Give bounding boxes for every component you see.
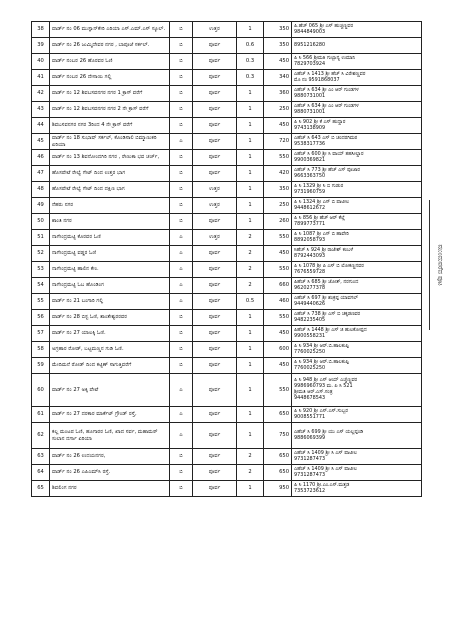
direction: ಪೂರ್ವ bbox=[193, 134, 237, 150]
staff-contact bbox=[292, 374, 422, 407]
area-description: ಶಿವಲಿಂಗ ನಗರ bbox=[50, 481, 170, 497]
staff-contact bbox=[292, 423, 422, 449]
side-page-label: ಮುಂದುವರೆದ ಪುಟ bbox=[436, 244, 445, 286]
contact-line: 8892058793 bbox=[294, 236, 326, 243]
area-description: ನಾಗೇಂದ್ರಮಟ್ಟಿ ವಡ್ಡರ ಓಣಿ bbox=[50, 246, 170, 262]
table-row bbox=[32, 22, 422, 38]
population: 350 bbox=[264, 182, 292, 198]
row-number: 44 bbox=[32, 118, 50, 134]
table-row bbox=[32, 481, 422, 497]
row-number: 54 bbox=[32, 278, 50, 294]
table-row bbox=[32, 38, 422, 54]
area-description: ಶಾಂತಿ ನಗರ bbox=[50, 214, 170, 230]
staff-contact bbox=[292, 342, 422, 358]
staff-contact bbox=[292, 230, 422, 246]
table-row bbox=[32, 407, 422, 423]
population: 550 bbox=[264, 374, 292, 407]
staff-contact bbox=[292, 134, 422, 150]
population: 450 bbox=[264, 246, 292, 262]
area-description: ಶಿವಬಸವನಗರ ನಗರ 3ರಿಂದ 4 ನೇ ಕ್ರಾಸ್ ವರೆಗೆ bbox=[50, 118, 170, 134]
staff-contact bbox=[292, 449, 422, 465]
contact-line: ಎಹೆಚ್ ಸಿ 1409 ಶ್ರೀ ಸಿ ಎಸ್ ಪಾಟೀಲ bbox=[294, 449, 357, 456]
contact-line: 9844849003 bbox=[294, 28, 326, 35]
table-row bbox=[32, 54, 422, 70]
beat-type: ಬಿ bbox=[170, 54, 193, 70]
beat-type: ಬಿ bbox=[170, 310, 193, 326]
contact-line: ಪಿ ಸಿ 1078 ಶ್ರೀ ಪಿ ಎಸ್ ಬಿ ಲೋಕಣ್ಣನವರ bbox=[294, 262, 364, 269]
contact-line: 9448612672 bbox=[294, 204, 326, 211]
row-number: 60 bbox=[32, 374, 50, 407]
row-number: 50 bbox=[32, 214, 50, 230]
population: 550 bbox=[264, 262, 292, 278]
table-row bbox=[32, 449, 422, 465]
beat-type: ಎ bbox=[170, 407, 193, 423]
population: 450 bbox=[264, 326, 292, 342]
area-description: ಹೊಸಪೇಟೆ ರೇಲ್ವೆ ಗೇಟ್ ದಿಂದ ಉತ್ತರ ಭಾಗ bbox=[50, 166, 170, 182]
population: 650 bbox=[264, 407, 292, 423]
direction: ಪೂರ್ವ bbox=[193, 86, 237, 102]
direction: ಪೂರ್ವ bbox=[193, 449, 237, 465]
contact-line: ಪಿಹೆಚ್ ಸಿ 1448 ಶ್ರೀ ಎಸ್ ಜಿ ಹುಲಕೋಪ್ಪದ bbox=[294, 326, 367, 333]
table-row bbox=[32, 118, 422, 134]
area-description: ಕಲ್ಲ ಮಂಟಪ ಓಣಿ, ಹೂಗಾರರ ಓಣಿ, ಖಾದ ಸರ್ವ, ಮಹಾಮಠ್ ಸುಲಾನ ದರ್ಗಾ ಏರಿಯಾ bbox=[50, 423, 170, 449]
distance-km: 1 bbox=[237, 182, 264, 198]
beat-type: ಬಿ bbox=[170, 214, 193, 230]
table-row bbox=[32, 198, 422, 214]
beat-type: ಬಿ bbox=[170, 342, 193, 358]
area-description: ವಾರ್ಡ್ ನಂ 27 ಯಾಲಕ್ಕಿ ಓಣಿ. bbox=[50, 326, 170, 342]
distance-km: 0.3 bbox=[237, 54, 264, 70]
staff-contact bbox=[292, 102, 422, 118]
contact-line: ಸಿಹೆಚ್ ಸಿ 924 ಶ್ರೀ ರಾಜೇಶ್ ಕಂಬಳೆ bbox=[294, 246, 354, 253]
table-row bbox=[32, 134, 422, 150]
area-description: ವಾರ್ಡ್ ನಂ 12 ಶಿವಬಸವನಗರ ನಗರ 1 ಕ್ರಾಸ್ ವರೆಗೆ bbox=[50, 86, 170, 102]
beat-type: ಬಿ bbox=[170, 166, 193, 182]
contact-line: 7899773771 bbox=[294, 220, 326, 227]
distance-km: 2 bbox=[237, 246, 264, 262]
contact-line: 9886069399 bbox=[294, 434, 326, 441]
direction: ಉತ್ತರ bbox=[193, 198, 237, 214]
table-row bbox=[32, 374, 422, 407]
population: 650 bbox=[264, 465, 292, 481]
table-row bbox=[32, 182, 422, 198]
contact-line: ಎಹೆಚ್ ಸಿ 773 ಶ್ರೀ ಹೆಚ್ ಎಸ್ ಪೂಜಾರ bbox=[294, 166, 360, 173]
contact-line: 8792443093 bbox=[294, 252, 326, 259]
beat-type: ಬಿ bbox=[170, 118, 193, 134]
area-description: ವಾರ್ಡ್ ನಂ 18 ಸುಭಾಷ್ ಸರ್ಕಲ್, ಕೊಂಡಿಸಾಲಿ ಬಿಮ್ಮಾಣುಕರಿ ಏರಿಯಾ bbox=[50, 134, 170, 150]
table-row bbox=[32, 294, 422, 310]
area-description: ವಾರ್ಡ್ ನಂ 12 ಶಿವಬಸವನಗರ ನಗರ 2 ನೇ ಕ್ರಾಸ್ ವರೆಗೆ bbox=[50, 102, 170, 118]
distance-km: 1 bbox=[237, 118, 264, 134]
population: 720 bbox=[264, 134, 292, 150]
table-row bbox=[32, 166, 422, 182]
distance-km: 1 bbox=[237, 342, 264, 358]
beat-type: ಎ bbox=[170, 246, 193, 262]
population: 550 bbox=[264, 150, 292, 166]
row-number: 45 bbox=[32, 134, 50, 150]
contact-line: ಪಿ ಸಿ 948 ಶ್ರೀ ಎಸ್ ಆಯ್ ಎಚ್ಚೆಣ್ಣವರ bbox=[294, 377, 358, 384]
direction: ಪೂರ್ವ bbox=[193, 326, 237, 342]
contact-line: 9008551771 bbox=[294, 413, 326, 420]
area-description: ನಾಗೇಂದ್ರಮಟ್ಟಿ ಹಾಲಿನ ಕೇಂ. bbox=[50, 262, 170, 278]
contact-line: ಪಿ ಸಿ 902 ಶ್ರೀ ಕೆ ಎಸ್ ಹುದ್ದಾರ bbox=[294, 118, 346, 125]
direction: ಪೂರ್ವ bbox=[193, 54, 237, 70]
row-number: 64 bbox=[32, 465, 50, 481]
staff-contact bbox=[292, 70, 422, 86]
distance-km: 1 bbox=[237, 214, 264, 230]
contact-line: 7760025250 bbox=[294, 348, 326, 355]
staff-contact bbox=[292, 22, 422, 38]
contact-line: 9663363750 bbox=[294, 172, 326, 179]
area-description: ನೆಹರು ನಗರ bbox=[50, 198, 170, 214]
contact-line: ಪಿ ಸಿ 1329 ಶ್ರೀ ಸಿ ಬಿ ಗುಡುರ bbox=[294, 182, 344, 189]
beat-type: ಎ bbox=[170, 374, 193, 407]
distance-km: 1 bbox=[237, 310, 264, 326]
direction: ಪೂರ್ವ bbox=[193, 262, 237, 278]
beat-type: ಬಿ bbox=[170, 449, 193, 465]
direction: ಪೂರ್ವ bbox=[193, 166, 237, 182]
distance-km: 1 bbox=[237, 481, 264, 497]
distance-km: 2 bbox=[237, 449, 264, 465]
row-number: 39 bbox=[32, 38, 50, 54]
distance-km: 1 bbox=[237, 358, 264, 374]
duty-table-sheet bbox=[31, 21, 421, 497]
row-number: 53 bbox=[32, 262, 50, 278]
row-number: 40 bbox=[32, 54, 50, 70]
beat-type: ಬಿ bbox=[170, 38, 193, 54]
distance-km: 1 bbox=[237, 86, 264, 102]
contact-line: ಶ್ರೀಮತಿ ಆರ್.ಎಸ್.ಸಂತ್ರ bbox=[294, 389, 333, 395]
contact-line: ಎಹೆಚ್ ಸಿ 643 ಎಸ್ ಬಿ ಚಂದರಗಿಮಠ bbox=[294, 134, 358, 141]
row-number: 46 bbox=[32, 150, 50, 166]
population: 750 bbox=[264, 423, 292, 449]
row-number: 52 bbox=[32, 246, 50, 262]
population: 650 bbox=[264, 449, 292, 465]
table-row bbox=[32, 246, 422, 262]
row-number: 41 bbox=[32, 70, 50, 86]
row-number: 61 bbox=[32, 407, 50, 423]
staff-contact bbox=[292, 407, 422, 423]
distance-km: 1 bbox=[237, 407, 264, 423]
contact-line: ಎಹೆಚ್ ಸಿ 600 ಶ್ರೀ ಸಿ ವಾಯ್ ತಹಸೀಲ್ದಾರ bbox=[294, 150, 364, 157]
table-row bbox=[32, 342, 422, 358]
direction: ಪೂರ್ವ bbox=[193, 310, 237, 326]
staff-contact bbox=[292, 150, 422, 166]
contact-line: ಪಿ ಸಿ 934 ಶ್ರೀ ಆರ್.ಬಿ.ಹಾಲಕುಪ್ಪಿ bbox=[294, 342, 349, 349]
row-number: 43 bbox=[32, 102, 50, 118]
population: 260 bbox=[264, 214, 292, 230]
table-row bbox=[32, 86, 422, 102]
population: 360 bbox=[264, 86, 292, 102]
row-number: 38 bbox=[32, 22, 50, 38]
beat-type: ಬಿ bbox=[170, 358, 193, 374]
staff-contact bbox=[292, 278, 422, 294]
table-row bbox=[32, 310, 422, 326]
staff-contact bbox=[292, 326, 422, 342]
beat-type: ಬಿ bbox=[170, 22, 193, 38]
beat-type: ಬಿ bbox=[170, 465, 193, 481]
contact-line: ಪಿ ಸಿ 1170 ಶ್ರೀ.ಎಂ.ಎಸ್.ಮತ್ತಡ bbox=[294, 481, 350, 488]
distance-km: 1 bbox=[237, 22, 264, 38]
table-body bbox=[32, 22, 422, 497]
staff-contact bbox=[292, 214, 422, 230]
population: 250 bbox=[264, 102, 292, 118]
direction: ಪೂರ್ವ bbox=[193, 481, 237, 497]
contact-line: 9731960759 bbox=[294, 188, 326, 195]
table-row bbox=[32, 262, 422, 278]
distance-km: 1 bbox=[237, 166, 264, 182]
table-row bbox=[32, 70, 422, 86]
contact-line: ಎಹೆಚ್ ಸಿ 699 ಶ್ರೀ ಯು ಎಸ್ ಯಲ್ಲಪ್ಪಂಡಿ bbox=[294, 428, 364, 435]
contact-line: ಎಹೆಚ್ ಸಿ 1409 ಶ್ರೀ ಸಿ ಎಸ್ ಪಾಟೀಲ bbox=[294, 465, 357, 472]
direction: ಪೂರ್ವ bbox=[193, 118, 237, 134]
area-description: ವಾರ್ಡ್ ನಂ 06 ಮುಸ್ಲಾನ್‌ಕೇರಿ ಎರಿಯಾ ಎಸ್.ಎಮ್.ಎಸ್ ಸ್ಕೂಲ್. bbox=[50, 22, 170, 38]
contact-line: 7829703924 bbox=[294, 60, 326, 67]
table-row bbox=[32, 278, 422, 294]
staff-contact bbox=[292, 54, 422, 70]
beat-type: ಬಿ bbox=[170, 86, 193, 102]
direction: ಪೂರ್ವ bbox=[193, 278, 237, 294]
table-row bbox=[32, 230, 422, 246]
distance-km: 1 bbox=[237, 150, 264, 166]
direction: ಉತ್ತರ bbox=[193, 230, 237, 246]
distance-km: 1 bbox=[237, 134, 264, 150]
beat-type: ಬಿ bbox=[170, 150, 193, 166]
duty-table bbox=[31, 21, 422, 497]
direction: ಉತ್ತರ bbox=[193, 22, 237, 38]
distance-km: 2 bbox=[237, 465, 264, 481]
distance-km: 1 bbox=[237, 102, 264, 118]
area-description: ವಾರ್ಡ್ ನಂ 26 ಜುಮ್ಮಿದೇವರ ನಗರ , ಬಾಪೂಜೆ ಸರ್ಕಲ್. bbox=[50, 38, 170, 54]
contact-line: ಮೊ ನಂ 9591868037 bbox=[294, 76, 340, 83]
area-description: ವಾರ್ಡ್ ನಂ 26 ಉದಯನಗರ, bbox=[50, 449, 170, 465]
staff-contact bbox=[292, 310, 422, 326]
distance-km: 0.6 bbox=[237, 38, 264, 54]
beat-type: ಎ bbox=[170, 262, 193, 278]
direction: ಪೂರ್ವ bbox=[193, 407, 237, 423]
population: 450 bbox=[264, 118, 292, 134]
population: 350 bbox=[264, 38, 292, 54]
row-number: 57 bbox=[32, 326, 50, 342]
row-number: 58 bbox=[32, 342, 50, 358]
staff-contact bbox=[292, 38, 422, 54]
direction: ಪೂರ್ವ bbox=[193, 38, 237, 54]
row-number: 59 bbox=[32, 358, 50, 374]
area-description: ವಾರ್ಡ್ ನಂ 26 ಎಪಿಎಮ್‌ಸಿ ರಸ್ತೆ. bbox=[50, 465, 170, 481]
population: 950 bbox=[264, 481, 292, 497]
beat-type: ಎ bbox=[170, 230, 193, 246]
beat-type: ಎ bbox=[170, 278, 193, 294]
contact-line: ಎಹೆಚ್ ಸಿ 634 ಶ್ರೀ ಎಂ ಆರ್ ಗುಂಡಗಳ bbox=[294, 102, 359, 109]
distance-km: 1 bbox=[237, 198, 264, 214]
population: 550 bbox=[264, 230, 292, 246]
contact-line: ಪಿ ಸಿ 1324 ಶ್ರೀ ಎಸ್ ಬಿ ಪಾಟೀಲ bbox=[294, 198, 350, 205]
distance-km: 1 bbox=[237, 374, 264, 407]
staff-contact bbox=[292, 465, 422, 481]
direction: ಪೂರ್ವ bbox=[193, 294, 237, 310]
area-description: ವಾರ್ಡ್ ನಂ 13 ಶಿವನೋಂದಗಿರಿ ನಗರ , ರೇಣುಕಾ ಭವ ಚರ್ಚ್, bbox=[50, 150, 170, 166]
contact-line: ಪಿಹೆಚ್ ಸಿ 685 ಶ್ರೀ ಜೋತ್, ನರಗುಂದ bbox=[294, 278, 359, 285]
area-description: ಹೊಸಪೇಟೆ ರೇಲ್ವೆ ಗೇಟ್ ದಿಂದ ದಕ್ಷಿಣ ಭಾಗ bbox=[50, 182, 170, 198]
beat-type: ಬಿ bbox=[170, 102, 193, 118]
distance-km: 1 bbox=[237, 423, 264, 449]
contact-line: ಪಿ ಸಿ 856 ಶ್ರೀ ಹೆಚ್ ಆರ್ ಕೆಲ್ಲೆ bbox=[294, 214, 345, 221]
staff-contact bbox=[292, 86, 422, 102]
table-row bbox=[32, 423, 422, 449]
contact-line: ಪಿ ಸಿ 566 ಶ್ರೀಮತಿ ಗುಲ್ಬಾನ್ಯ ಉಮಾನಿ bbox=[294, 54, 356, 61]
direction: ಪೂರ್ವ bbox=[193, 342, 237, 358]
beat-type: ಬಿ bbox=[170, 198, 193, 214]
staff-contact bbox=[292, 481, 422, 497]
row-number: 47 bbox=[32, 166, 50, 182]
area-description: ವಾರ್ಡ್ ನಂಬರ 26 ಹೊರವರ ಓಣಿ bbox=[50, 54, 170, 70]
population: 450 bbox=[264, 358, 292, 374]
contact-line: 9880731001 bbox=[294, 92, 326, 99]
population: 250 bbox=[264, 198, 292, 214]
contact-line: 7353723612 bbox=[294, 487, 326, 494]
distance-km: 0.5 bbox=[237, 294, 264, 310]
contact-line: 7760025250 bbox=[294, 364, 326, 371]
table-row bbox=[32, 214, 422, 230]
contact-line: ಪಿ ಸಿ 1087 ಶ್ರೀ ಎಸ್ ಬಿ ಹಾವೇರಿ bbox=[294, 230, 349, 237]
contact-line: 9743138909 bbox=[294, 124, 326, 131]
row-number: 49 bbox=[32, 198, 50, 214]
direction: ಪೂರ್ವ bbox=[193, 358, 237, 374]
direction: ಉತ್ತರ bbox=[193, 182, 237, 198]
area-description: ನಾಗೇಂದ್ರಮಟ್ಟಿ ಓಬ ಹೊಂಡಿಂಗ bbox=[50, 278, 170, 294]
side-margin bbox=[429, 200, 446, 330]
contact-line: 9482235405 bbox=[294, 316, 326, 323]
staff-contact bbox=[292, 294, 422, 310]
contact-line: 9900369821 bbox=[294, 156, 326, 163]
contact-line: ಪಿ ಸಿ 934 ಶ್ರೀ ಆರ್.ಬಿ.ಹಾಲಕುಪ್ಪಿ bbox=[294, 358, 349, 365]
contact-line: ಪಿ ಸಿ 920 ಶ್ರೀ ಎಸ್.ಎಸ್.ಸುಬ್ಬರ bbox=[294, 407, 348, 414]
contact-line: 9880731001 bbox=[294, 108, 326, 115]
row-number: 56 bbox=[32, 310, 50, 326]
contact-line: ಎಹೆಚ್ ಸಿ 697 ಶ್ರೀ ಶಂಕ್ರಪ್ಪ ಯಾವಗಲ್ bbox=[294, 294, 358, 301]
population: 660 bbox=[264, 278, 292, 294]
beat-type: ಬಿ bbox=[170, 481, 193, 497]
direction: ಪೂರ್ವ bbox=[193, 214, 237, 230]
table-row bbox=[32, 326, 422, 342]
population: 550 bbox=[264, 310, 292, 326]
contact-line: 9538317736 bbox=[294, 140, 326, 147]
population: 340 bbox=[264, 70, 292, 86]
staff-contact bbox=[292, 246, 422, 262]
beat-type: ಬಿ bbox=[170, 70, 193, 86]
direction: ಪೂರ್ವ bbox=[193, 70, 237, 86]
population: 420 bbox=[264, 166, 292, 182]
area-description: ವಾರ್ಡ್ ನಂ 21 ಬಂಗಾರಿ ಗಲ್ಲಿ bbox=[50, 294, 170, 310]
beat-type: ಎ bbox=[170, 294, 193, 310]
contact-line: ಎಹೆಚ್ ಸಿ 634 ಶ್ರೀ ಎಂ ಆರ್ ಗುಂಡಗಳ bbox=[294, 86, 359, 93]
contact-line: 9448678543 bbox=[294, 394, 326, 401]
table-row bbox=[32, 102, 422, 118]
row-number: 63 bbox=[32, 449, 50, 465]
row-number: 55 bbox=[32, 294, 50, 310]
distance-km: 2 bbox=[237, 230, 264, 246]
table-row bbox=[32, 358, 422, 374]
contact-line: 9986960793 ಮ. ಪಿ ಸಿ 521 bbox=[294, 383, 353, 390]
row-number: 42 bbox=[32, 86, 50, 102]
contact-line: 8951216280 bbox=[294, 41, 326, 48]
table-row bbox=[32, 465, 422, 481]
contact-line: 9620277378 bbox=[294, 284, 326, 291]
beat-type: ಬಿ bbox=[170, 326, 193, 342]
contact-line: ಪಿ.ಹೆಚ್ 065 ಶ್ರೀ ಎಸ್ ಹುಚ್ಚಣ್ಣವರ bbox=[294, 22, 354, 29]
area-description: ವಾರ್ಡ್ ನಂ 27 ಅಕ್ಕಿ ಪೇಟೆ bbox=[50, 374, 170, 407]
table-row bbox=[32, 150, 422, 166]
row-number: 62 bbox=[32, 423, 50, 449]
distance-km: 2 bbox=[237, 278, 264, 294]
direction: ಪೂರ್ವ bbox=[193, 150, 237, 166]
row-number: 51 bbox=[32, 230, 50, 246]
staff-contact bbox=[292, 182, 422, 198]
direction: ಪೂರ್ವ bbox=[193, 374, 237, 407]
distance-km: 2 bbox=[237, 262, 264, 278]
population: 350 bbox=[264, 22, 292, 38]
distance-km: 0.3 bbox=[237, 70, 264, 86]
contact-line: ಎಹೆಚ್ ಸಿ 738 ಶ್ರೀ ಎಸ್ ಬಿ ಚಕ್ಕಡಣವರ bbox=[294, 310, 361, 317]
population: 460 bbox=[264, 294, 292, 310]
area-description: ವಾರ್ಡ್ ನಂ 27 ದರಕಾರ ಮಾರ್ಕೆಟ್ ಗ್ರೌಂಡ್ ರಸ್ತೆ, bbox=[50, 407, 170, 423]
staff-contact bbox=[292, 118, 422, 134]
contact-line: 9900558231 bbox=[294, 332, 326, 339]
contact-line: ಎಹೆಚ್ ಸಿ 1413 ಶ್ರೀ ಹೆಚ್ ಸಿ ವಿರೇಶಣ್ಣವರ bbox=[294, 70, 366, 77]
area-description: ವಾರ್ಡ್ ನಂ 28 ಬಿಸ್ಟ ಓಣಿ, ಶಾಂತೇಶ್ವರರವರ bbox=[50, 310, 170, 326]
direction: ಪೂರ್ವ bbox=[193, 246, 237, 262]
row-number: 65 bbox=[32, 481, 50, 497]
contact-line: 7676559728 bbox=[294, 268, 326, 275]
beat-type: ಎ bbox=[170, 423, 193, 449]
direction: ಪೂರ್ವ bbox=[193, 423, 237, 449]
staff-contact bbox=[292, 198, 422, 214]
staff-contact bbox=[292, 358, 422, 374]
contact-line: 9731287473 bbox=[294, 455, 326, 462]
staff-contact bbox=[292, 166, 422, 182]
direction: ಪೂರ್ವ bbox=[193, 102, 237, 118]
direction: ಪೂರ್ವ bbox=[193, 465, 237, 481]
area-description: ಅಗ್ರಹಾರ ರೋಡ್, ಬಟ್ಟಮಣ್ಣನ ಗುಡಿ ಓಣಿ. bbox=[50, 342, 170, 358]
distance-km: 1 bbox=[237, 326, 264, 342]
row-number: 48 bbox=[32, 182, 50, 198]
area-description: ನಾಗೇಂದ್ರಮಟ್ಟಿ ಕೊರವರ ಓಣಿ bbox=[50, 230, 170, 246]
contact-line: 9731287473 bbox=[294, 471, 326, 478]
beat-type: ಎ bbox=[170, 134, 193, 150]
area-description: ಮೇದಿಮನೆ ರೋಡ್ ದಿಂದ ಕಟ್ಟಿಣ್ ಸಾಗುತ್ತಿವರೆಗೆ bbox=[50, 358, 170, 374]
population: 450 bbox=[264, 54, 292, 70]
area-description: ವಾರ್ಡ್ ನಂಬರ 26 ದೇಸಾಯಿ ಗಲ್ಲಿ bbox=[50, 70, 170, 86]
beat-type: ಬಿ bbox=[170, 182, 193, 198]
contact-line: 9449440626 bbox=[294, 300, 326, 307]
staff-contact bbox=[292, 262, 422, 278]
population: 600 bbox=[264, 342, 292, 358]
